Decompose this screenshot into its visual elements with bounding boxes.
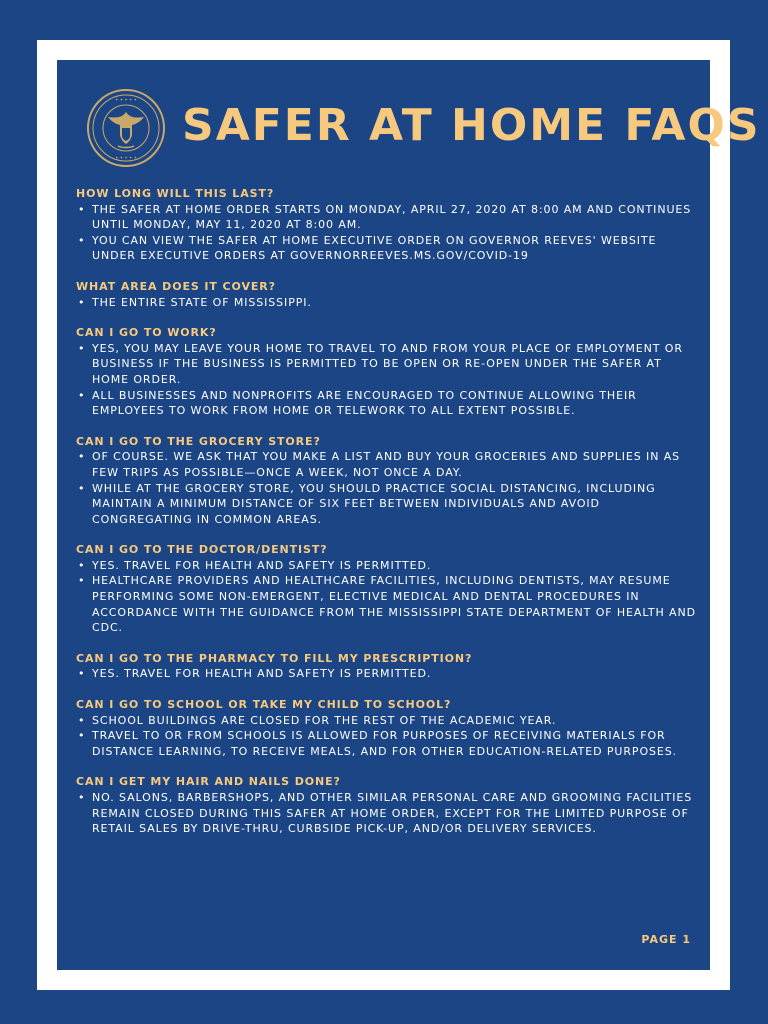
bullet-icon: • — [78, 341, 86, 355]
faq-answer-text: YOU CAN VIEW THE SAFER AT HOME EXECUTIVE ORDER ON GOVERNOR REEVES' WEBSITE UNDER EXECUTIVE ORDERS AT GOVERNORREEVES.MS.GOV/COVID-19 — [92, 233, 657, 263]
faq-answer-item — [76, 388, 696, 419]
bullet-icon: • — [78, 233, 86, 247]
faq-question: HOW LONG WILL THIS LAST? — [76, 187, 275, 200]
faq-answer-text: NO. SALONS, BARBERSHOPS, AND OTHER SIMILAR PERSONAL CARE AND GROOMING FACILITIES REMAIN CLOSED DURING THIS SAFER AT HOME ORDER, EXCEPT FOR THE LIMITED PURPOSE OF RETAIL SALES BY DRIVE-THRU, CURBSIDE PICK-UP, AND/OR DELIVERY SERVICES. — [92, 791, 693, 836]
faq-answer-item — [76, 573, 696, 635]
faq-question: CAN I GO TO WORK? — [76, 326, 217, 340]
svg-text:✦ ✦ ✦ ✦ ✦: ✦ ✦ ✦ ✦ ✦ — [115, 97, 137, 102]
faq-answer-text: OF COURSE. WE ASK THAT YOU MAKE A LIST AND BUY YOUR GROCERIES AND SUPPLIES IN AS FEW TRIPS AS POSSIBLE—ONCE A WEEK, NOT ONCE A DAY. — [92, 450, 681, 479]
faq-answer-text: SCHOOL BUILDINGS ARE CLOSED FOR THE REST OF THE ACADEMIC YEAR. — [92, 713, 557, 727]
bullet-icon: • — [78, 791, 86, 804]
faq-answer-list — [76, 341, 696, 419]
faq-section — [76, 325, 696, 419]
faq-answer-item — [76, 481, 696, 528]
faq-answer-text: THE SAFER AT HOME ORDER STARTS ON MONDAY, APRIL 27, 2020 AT 8:00 AM AND CONTINUES UNTIL MONDAY, MAY 11, 2020 AT 8:00 AM. — [92, 202, 692, 232]
bullet-icon: • — [78, 729, 86, 743]
faq-answer-list — [76, 558, 696, 636]
faq-section — [76, 186, 696, 264]
faq-question: WHAT AREA DOES IT COVER? — [76, 279, 276, 293]
bullet-icon: • — [78, 574, 86, 588]
faq-answer-list — [76, 666, 696, 682]
faq-section — [76, 542, 696, 636]
faq-answer-list — [76, 295, 696, 311]
faq-section — [76, 279, 696, 310]
faq-section — [76, 774, 696, 836]
faq-answer-text: HEALTHCARE PROVIDERS AND HEALTHCARE FACILITIES, INCLUDING DENTISTS, MAY RESUME PERFORMING SOME NON-EMERGENT, ELECTIVE MEDICAL AND DENTAL PROCEDURES IN ACCORDANCE WITH THE GUIDANCE FROM THE MISSISSIPPI STATE DEPARTMENT OF HEALTH AND CDC. — [92, 574, 696, 635]
faq-answer-text: YES. TRAVEL FOR HEALTH AND SAFETY IS PERMITTED. — [92, 667, 432, 681]
faq-answer-item — [76, 202, 696, 233]
bullet-icon: • — [78, 295, 86, 309]
bullet-icon: • — [78, 202, 86, 216]
faq-answer-item — [76, 728, 696, 759]
faq-question: CAN I GO TO THE GROCERY STORE? — [76, 434, 321, 448]
faq-answer-text: THE ENTIRE STATE OF MISSISSIPPI. — [92, 295, 312, 309]
faq-answer-item — [76, 713, 696, 729]
svg-text:✦ ✦ ✦ ✦ ✦: ✦ ✦ ✦ ✦ ✦ — [115, 155, 137, 160]
faq-answer-item — [76, 295, 696, 311]
faq-question: CAN I GET MY HAIR AND NAILS DONE? — [76, 775, 341, 789]
faq-answer-item — [76, 449, 696, 480]
faq-list — [76, 186, 696, 852]
bullet-icon: • — [78, 713, 86, 727]
bullet-icon: • — [78, 667, 86, 681]
faq-question: CAN I GO TO THE DOCTOR/DENTIST? — [76, 543, 328, 557]
faq-answer-item — [76, 558, 696, 574]
faq-answer-text: ALL BUSINESSES AND NONPROFITS ARE ENCOURAGED TO CONTINUE ALLOWING THEIR EMPLOYEES TO WORK FROM HOME OR TELEWORK TO ALL EXTENT POSSIBLE. — [92, 388, 637, 418]
faq-section — [76, 697, 696, 759]
faq-answer-text: WHILE AT THE GROCERY STORE, YOU SHOULD PRACTICE SOCIAL DISTANCING, INCLUDING MAINTAIN A MINIMUM DISTANCE OF SIX FEET BETWEEN INDIVIDUALS AND AVOID CONGREGATING IN COMMON AREAS. — [92, 481, 656, 526]
bullet-icon: • — [78, 558, 86, 572]
faq-section — [76, 434, 696, 528]
bullet-icon: • — [78, 388, 86, 402]
faq-answer-text: YES. TRAVEL FOR HEALTH AND SAFETY IS PERMITTED. — [92, 558, 432, 572]
faq-answer-list — [76, 790, 696, 837]
bullet-icon: • — [78, 450, 86, 464]
faq-section — [76, 651, 696, 682]
faq-question: CAN I GO TO THE PHARMACY TO FILL MY PRESCRIPTION? — [76, 651, 473, 665]
faq-answer-list — [76, 202, 696, 264]
page-number: PAGE 1 — [641, 933, 691, 946]
faq-answer-item — [76, 790, 696, 837]
faq-answer-list — [76, 449, 696, 527]
faq-question: CAN I GO TO SCHOOL OR TAKE MY CHILD TO SCHOOL? — [76, 698, 452, 712]
state-seal-icon — [86, 88, 166, 168]
faq-answer-item — [76, 233, 696, 264]
faq-answer-text: YES, YOU MAY LEAVE YOUR HOME TO TRAVEL TO AND FROM YOUR PLACE OF EMPLOYMENT OR BUSINESS IF THE BUSINESS IS PERMITTED TO BE OPEN OR RE-OPEN UNDER THE SAFER AT HOME ORDER. — [92, 341, 683, 386]
bullet-icon: • — [78, 481, 86, 495]
faq-answer-list — [76, 713, 696, 760]
faq-answer-item — [76, 666, 696, 682]
faq-answer-text: TRAVEL TO OR FROM SCHOOLS IS ALLOWED FOR PURPOSES OF RECEIVING MATERIALS FOR DISTANCE LEARNING, TO RECEIVE MEALS, AND FOR OTHER EDUCATION-RELATED PURPOSES. — [92, 729, 678, 758]
faq-answer-item — [76, 341, 696, 388]
page-title: SAFER AT HOME FAQS — [182, 100, 761, 151]
